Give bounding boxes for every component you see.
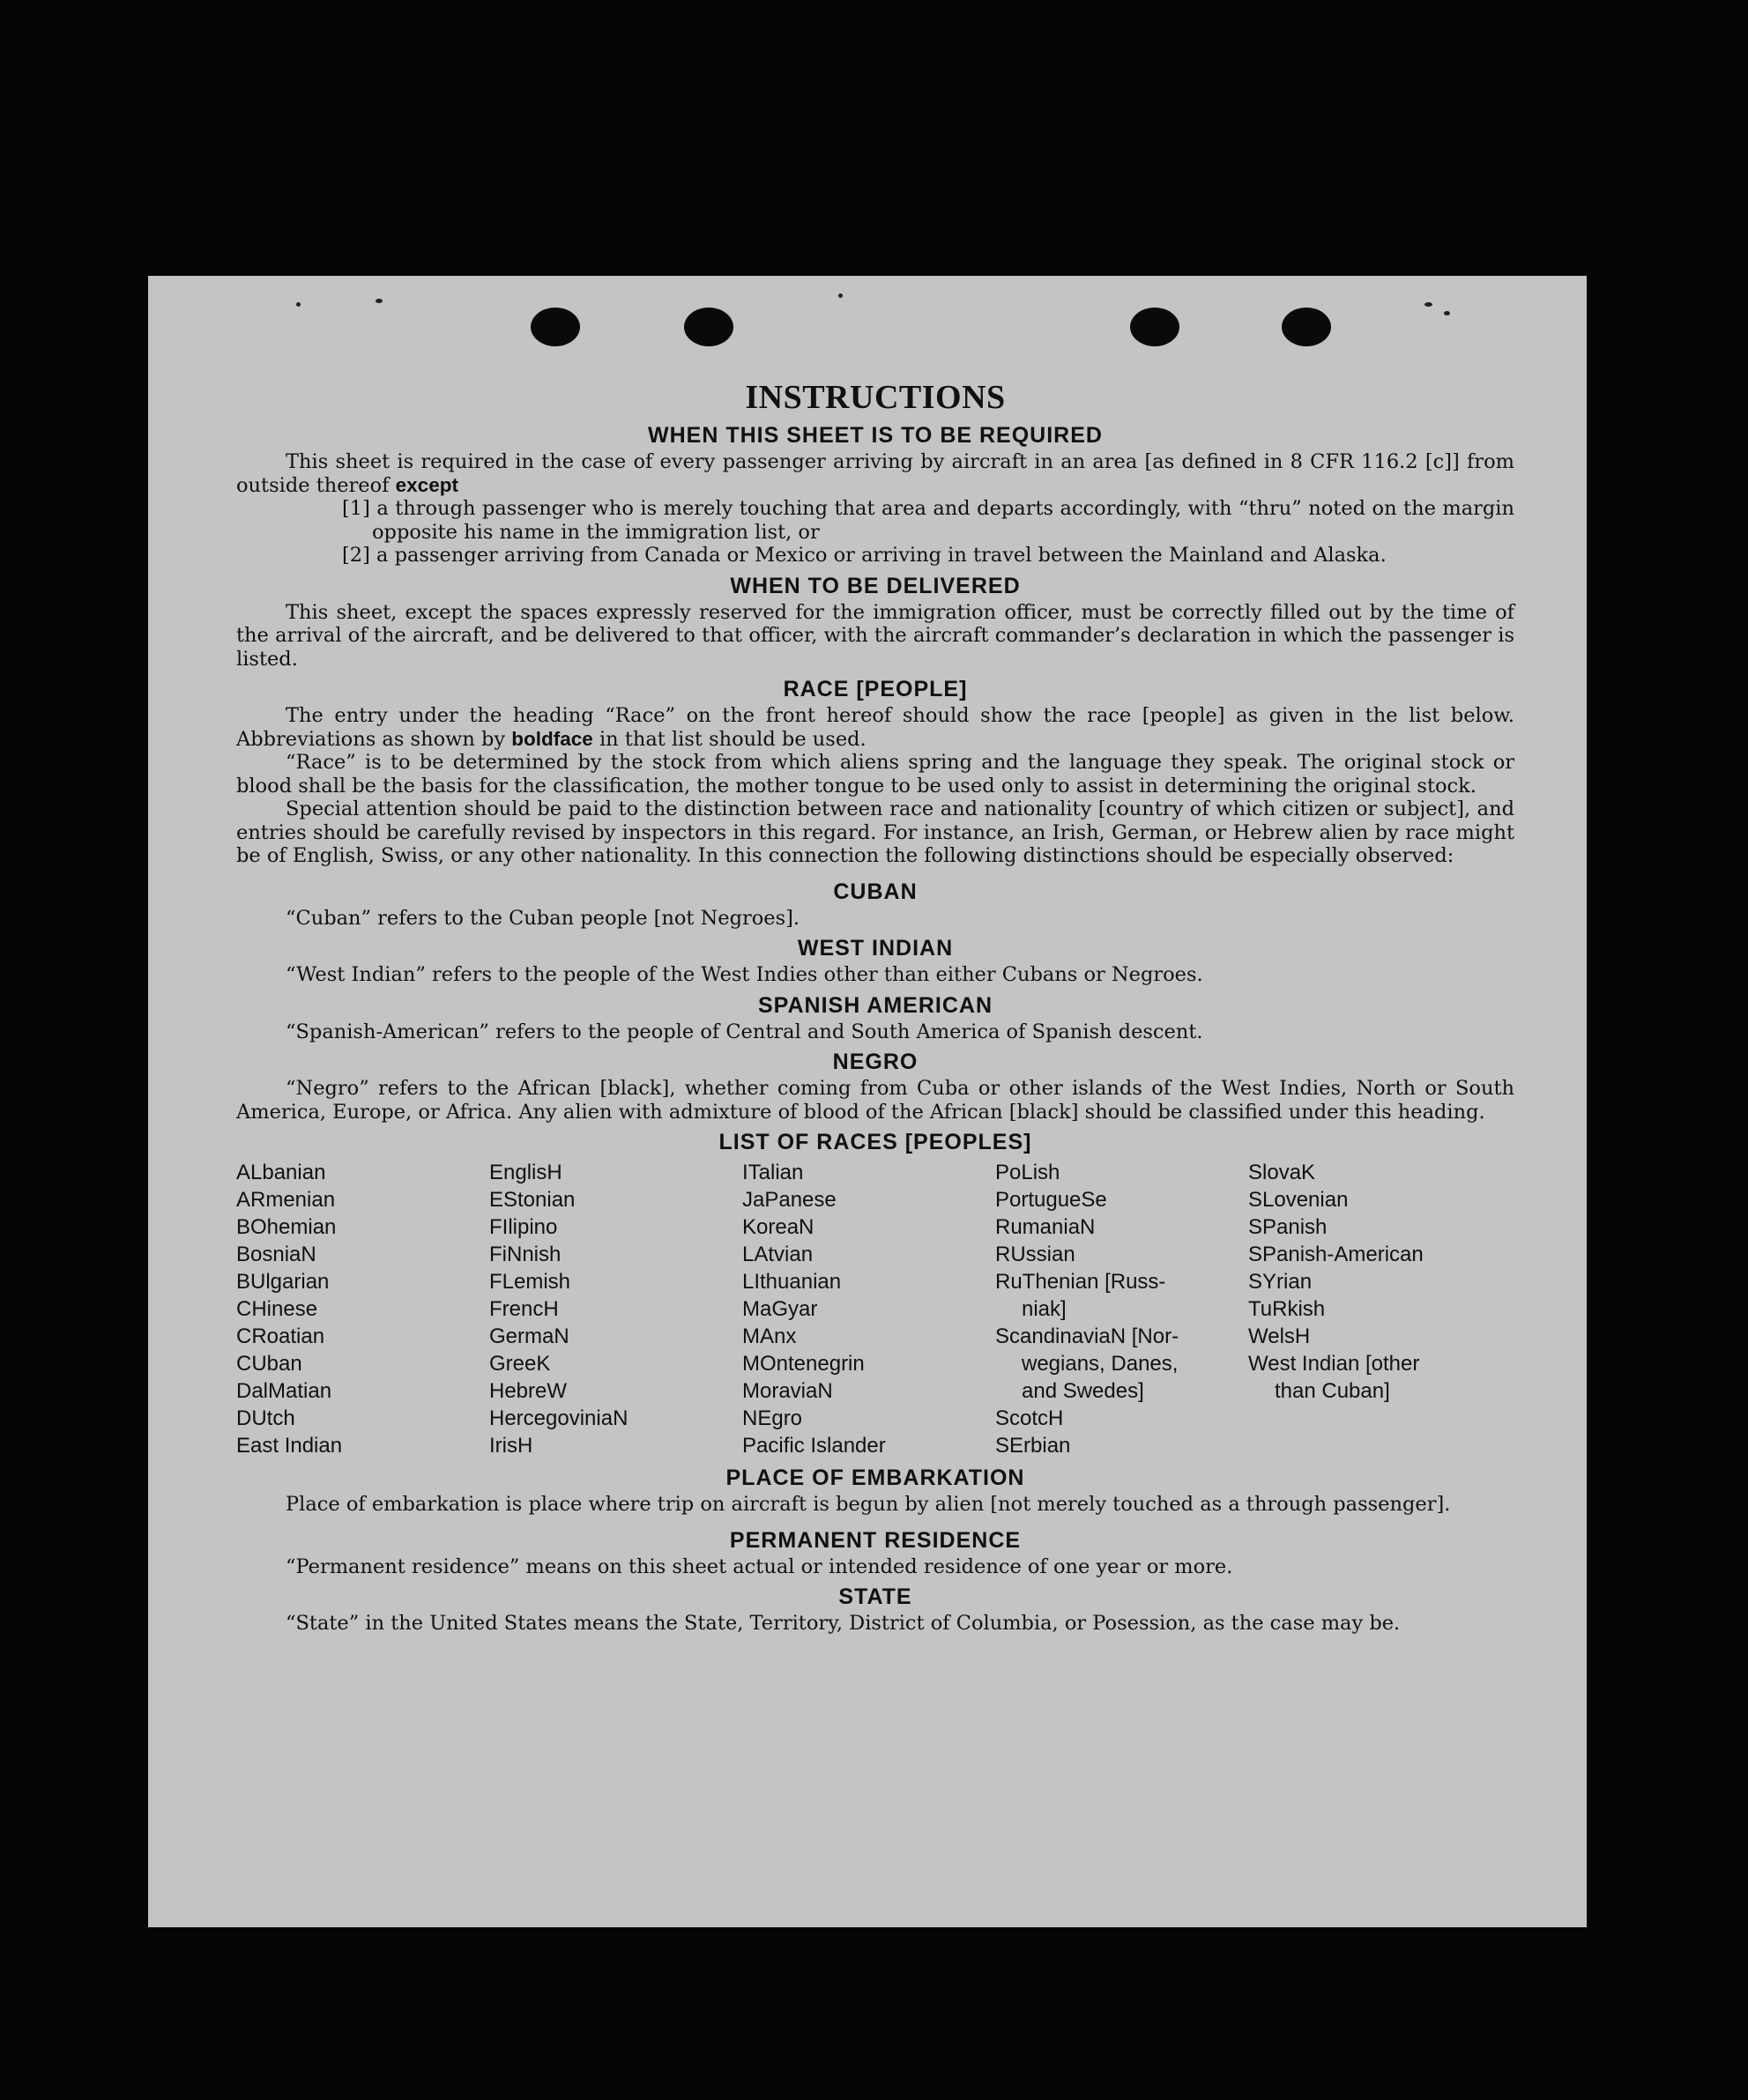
- heading-cuban: CUBAN: [833, 879, 918, 904]
- race-entry: CRoatian: [236, 1325, 325, 1348]
- race-entry: GreeK: [489, 1352, 551, 1376]
- race-entry: NEgro: [742, 1406, 803, 1430]
- race-entry: CHinese: [236, 1297, 318, 1321]
- race-entry: SYrian: [1248, 1270, 1313, 1294]
- heading-west-indian: WEST INDIAN: [797, 936, 954, 961]
- race-entry: SPanish: [1248, 1215, 1328, 1239]
- races-column-3: [742, 1159, 995, 1459]
- when-required-item-1: [1] a through passenger who is merely touching that area and departs accordingly, with “thru” noted on the margin opposite his name in the immigration list, or: [342, 497, 1514, 544]
- race-entry: JaPanese: [742, 1188, 837, 1212]
- race-entry: ScandinaviaN [Nor-: [995, 1325, 1179, 1348]
- race-paragraph-2: “Race” is to be determined by the stock from which aliens spring and the language they speak. The original stock or blood shall be the basis for the classification, the mother tongue to be used only to assist in determining the original stock.: [236, 751, 1514, 798]
- race-entry: PortugueSe: [995, 1188, 1107, 1212]
- race-entry: KoreaN: [742, 1215, 814, 1239]
- when-delivered-text: This sheet, except the spaces expressly reserved for the immigration officer, must be correctly filled out by the time of the arrival of the aircraft, and be delivered to that officer, with the aircraft commander’s declaration in which the passenger is listed.: [236, 600, 1514, 671]
- race-entry: BOhemian: [236, 1215, 337, 1239]
- race-entry: WelsH: [1248, 1325, 1311, 1348]
- race-entry: SErbian: [995, 1434, 1071, 1458]
- scan-speck: [376, 299, 383, 303]
- heading-list-of-races: LIST OF RACES [PEOPLES]: [718, 1130, 1032, 1154]
- state-text: “State” in the United States means the State, Territory, District of Columbia, or Posession, as the case may be.: [286, 1612, 1401, 1635]
- race-entry: RuThenian [Russ-: [995, 1270, 1166, 1294]
- heading-embarkation: PLACE OF EMBARKATION: [725, 1466, 1025, 1490]
- race-entry: ALbanian: [236, 1161, 326, 1184]
- race-entry: FrencH: [489, 1297, 559, 1321]
- document-sheet: [148, 276, 1587, 1927]
- race-entry: SPanish-American: [1248, 1243, 1424, 1266]
- race-entry: FLemish: [489, 1270, 571, 1294]
- race-entry: LAtvian: [742, 1243, 814, 1266]
- race-entry: DUtch: [236, 1406, 295, 1430]
- race-entry: than Cuban]: [1275, 1379, 1390, 1403]
- race-entry: ScotcH: [995, 1406, 1064, 1430]
- races-column-5: [1248, 1159, 1501, 1459]
- race-entry: East Indian: [236, 1434, 343, 1458]
- heading-permanent-residence: PERMANENT RESIDENCE: [729, 1527, 1022, 1553]
- race-entry: MoraviaN: [742, 1379, 833, 1403]
- race-paragraph-3: Special attention should be paid to the distinction between race and nationality [country of which citizen or subject], and entries should be carefully revised by inspectors in this regard. For instance, an Irish, German, or Hebrew alien by race might be of English, Swiss, or any other nationality. In this connection the following distinctions should be especially observed:: [236, 798, 1514, 867]
- race-entry: BosniaN: [236, 1243, 316, 1266]
- race-entry: CUban: [236, 1352, 302, 1376]
- race-entry: wegians, Danes,: [1022, 1352, 1179, 1376]
- instructions-content: [236, 378, 1514, 1636]
- race-entry: IrisH: [489, 1434, 533, 1458]
- heading-negro: NEGRO: [832, 1050, 919, 1074]
- race-paragraph-1: The entry under the heading “Race” on the front hereof should show the race [people] as given in the list below. Abbreviations as shown by boldface in that list should be used.: [236, 704, 1514, 751]
- race-entry: LIthuanian: [742, 1270, 842, 1294]
- bold-term: boldface: [511, 727, 593, 750]
- race-entry: HebreW: [489, 1379, 568, 1403]
- cuban-text: “Cuban” refers to the Cuban people [not Negroes].: [286, 906, 800, 930]
- race-entry: SlovaK: [1248, 1161, 1316, 1184]
- permanent-residence-text: “Permanent residence” means on this sheet actual or intended residence of one year or more.: [286, 1555, 1233, 1578]
- west-indian-text: “West Indian” refers to the people of the West Indies other than either Cubans or Negroes.: [286, 963, 1203, 986]
- race-entry: MaGyar: [742, 1297, 818, 1321]
- race-entry: FiNnish: [489, 1243, 562, 1266]
- race-entry: West Indian [other: [1248, 1352, 1420, 1376]
- when-required-intro: This sheet is required in the case of every passenger arriving by aircraft in an area [as defined in 8 CFR 116.2 [c]] from outside thereof except: [236, 450, 1514, 497]
- race-entry: HercegoviniaN: [489, 1406, 629, 1430]
- race-entry: ITalian: [742, 1161, 804, 1184]
- race-entry: SLovenian: [1248, 1188, 1349, 1212]
- heading-state: STATE: [838, 1584, 912, 1609]
- spanish-american-text: “Spanish-American” refers to the people of Central and South America of Spanish descent.: [286, 1020, 1203, 1043]
- race-entry: RUssian: [995, 1243, 1075, 1266]
- race-entry: GermaN: [489, 1325, 569, 1348]
- race-entry: FIlipino: [489, 1215, 558, 1239]
- race-entry: TuRkish: [1248, 1297, 1326, 1321]
- race-entry: MAnx: [742, 1325, 797, 1348]
- race-entry: niak]: [1022, 1297, 1067, 1321]
- when-required-item-2: [2] a passenger arriving from Canada or Mexico or arriving in travel between the Mainland and Alaska.: [342, 544, 1387, 567]
- punch-hole: [1130, 308, 1179, 346]
- races-column-2: [489, 1159, 742, 1459]
- race-entry: and Swedes]: [1022, 1379, 1144, 1403]
- race-entry: EnglisH: [489, 1161, 562, 1184]
- race-entry: MOntenegrin: [742, 1352, 865, 1376]
- bold-term: except: [395, 473, 458, 496]
- heading-when-required: WHEN THIS SHEET IS TO BE REQUIRED: [648, 423, 1103, 448]
- heading-race: RACE [PEOPLE]: [783, 677, 968, 701]
- race-entry: BUlgarian: [236, 1270, 330, 1294]
- race-entry: DalMatian: [236, 1379, 332, 1403]
- race-entry: PoLish: [995, 1161, 1060, 1184]
- scan-speck: [838, 293, 843, 298]
- race-entry: EStonian: [489, 1188, 576, 1212]
- scan-speck: [1444, 311, 1450, 315]
- heading-spanish-american: SPANISH AMERICAN: [757, 992, 993, 1018]
- scan-speck: [1424, 302, 1432, 307]
- punch-hole: [684, 308, 733, 346]
- punch-hole: [1282, 308, 1331, 346]
- scan-speck: [296, 302, 301, 307]
- race-entry: RumaniaN: [995, 1215, 1096, 1239]
- page-title: INSTRUCTIONS: [745, 379, 1006, 416]
- races-column-1: [236, 1159, 489, 1459]
- negro-text: “Negro” refers to the African [black], whether coming from Cuba or other islands of the West Indies, North or South America, Europe, or Africa. Any alien with admixture of blood of the African [black] should be classified under this heading.: [236, 1077, 1514, 1124]
- races-list: [236, 1159, 1514, 1459]
- races-column-4: [995, 1159, 1248, 1459]
- race-entry: Pacific Islander: [742, 1434, 886, 1458]
- punch-hole: [531, 308, 580, 346]
- heading-when-delivered: WHEN TO BE DELIVERED: [730, 573, 1021, 598]
- embarkation-text: Place of embarkation is place where trip on aircraft is begun by alien [not merely touched as a through passenger].: [286, 1493, 1451, 1516]
- race-entry: ARmenian: [236, 1188, 336, 1212]
